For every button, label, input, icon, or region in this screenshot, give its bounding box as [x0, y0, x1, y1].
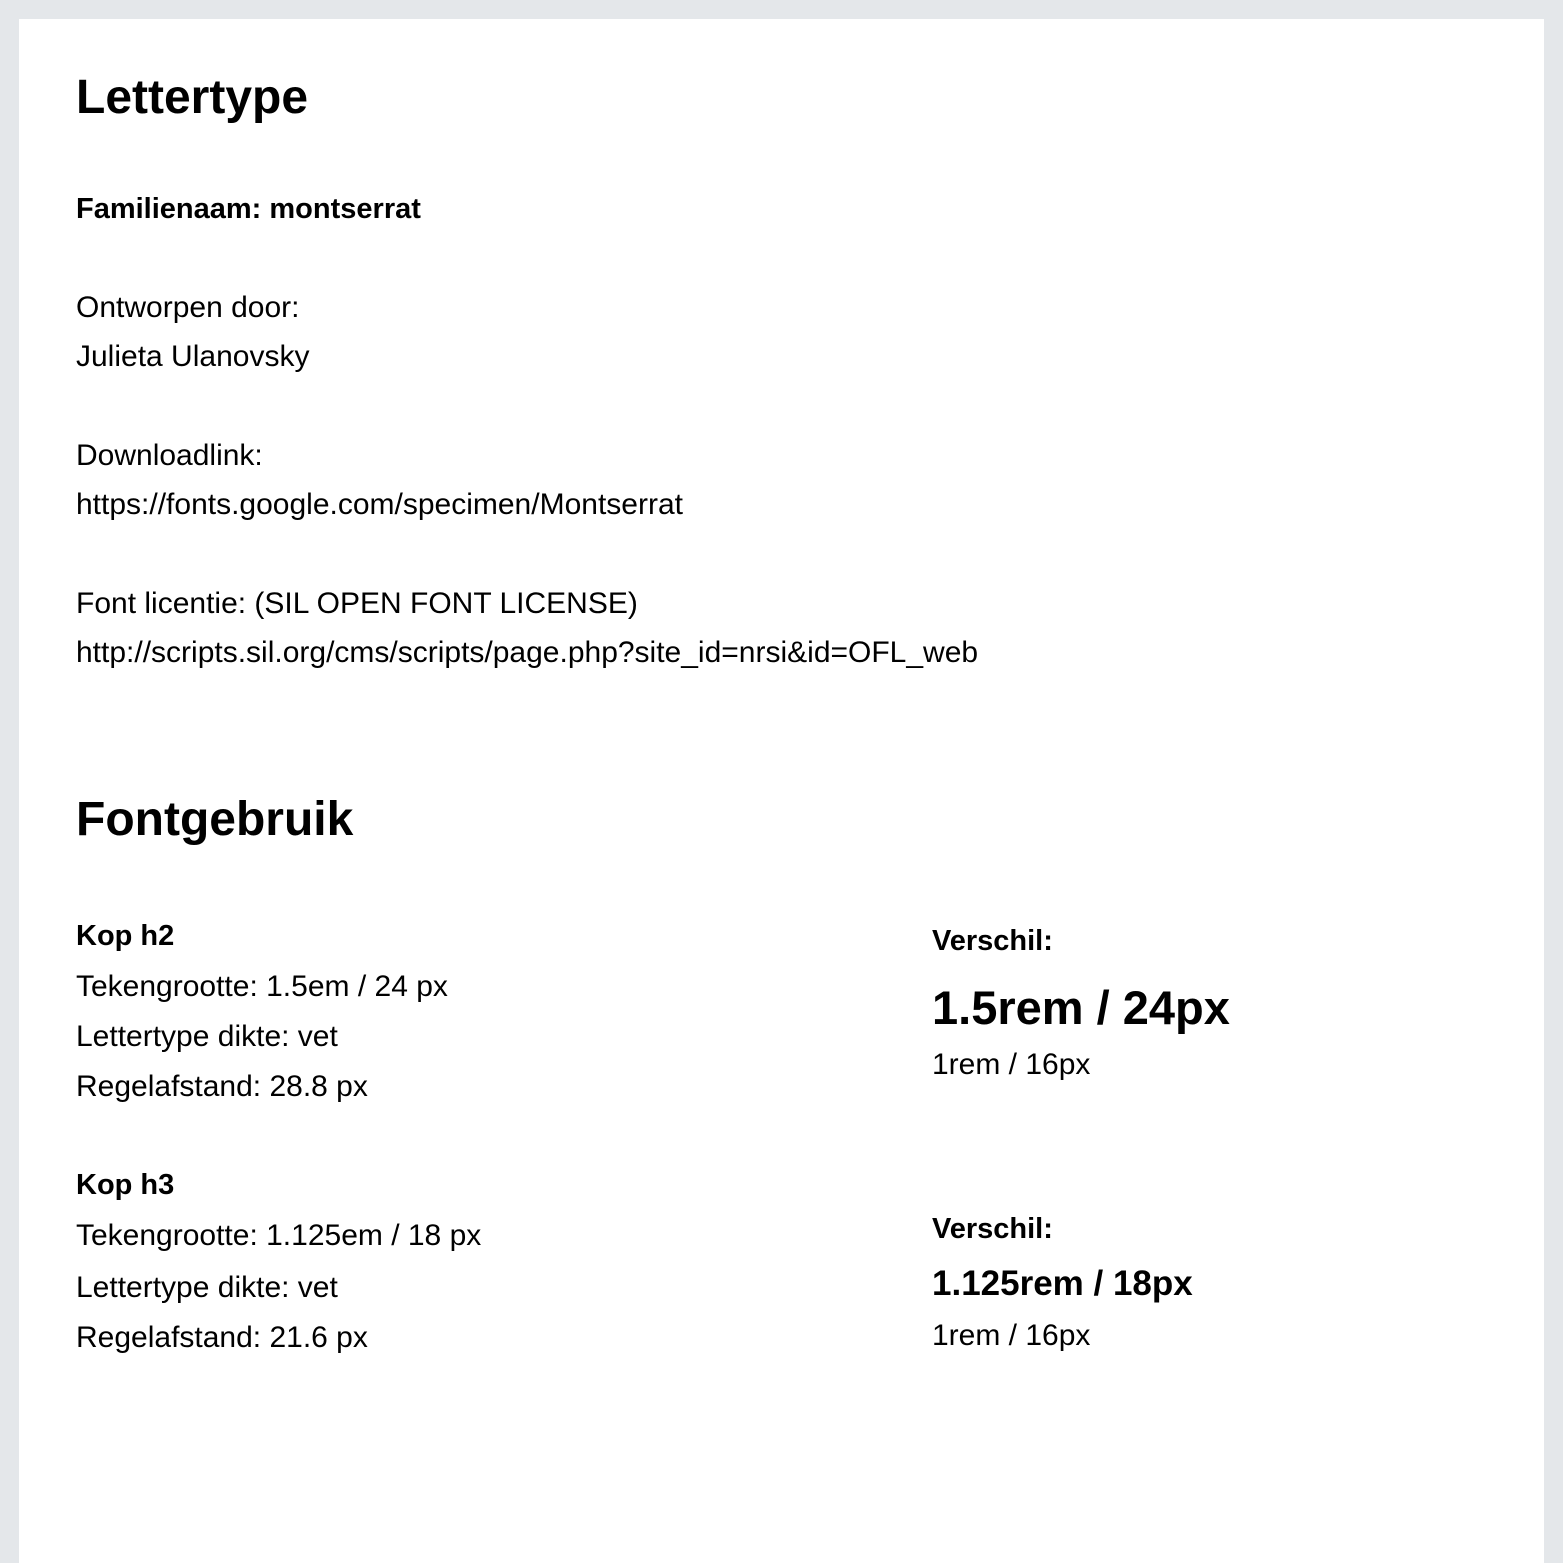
- h3-spec-title: Kop h3: [76, 1169, 175, 1201]
- h2-font-weight: Lettertype dikte: vet: [76, 1020, 338, 1053]
- license-link[interactable]: http://scripts.sil.org/cms/scripts/page.php?site_id=nrsi&id=OFL_web: [76, 636, 979, 669]
- h2-diff-label: Verschil:: [932, 925, 1053, 957]
- h2-diff-value: 1.5rem / 24px: [932, 981, 1230, 1034]
- fontgebruik-heading: Fontgebruik: [76, 793, 354, 846]
- designer-label: Ontworpen door:: [76, 291, 300, 324]
- designer-name: Julieta Ulanovsky: [76, 340, 310, 373]
- h2-spec-title: Kop h2: [76, 920, 175, 952]
- lettertype-heading: Lettertype: [76, 71, 309, 124]
- h2-font-size: Tekengrootte: 1.5em / 24 px: [76, 970, 448, 1003]
- document-page: [19, 19, 1544, 1563]
- license-label: Font licentie: (SIL OPEN FONT LICENSE): [76, 587, 638, 620]
- h3-font-size: Tekengrootte: 1.125em / 18 px: [76, 1219, 482, 1252]
- font-family-name: Familienaam: montserrat: [76, 193, 421, 225]
- h3-diff-value: 1.125rem / 18px: [932, 1264, 1193, 1303]
- h2-diff-base: 1rem / 16px: [932, 1048, 1091, 1081]
- h3-font-weight: Lettertype dikte: vet: [76, 1271, 338, 1304]
- download-link[interactable]: https://fonts.google.com/specimen/Montserrat: [76, 488, 683, 521]
- h2-line-height: Regelafstand: 28.8 px: [76, 1070, 368, 1103]
- h3-diff-base: 1rem / 16px: [932, 1319, 1091, 1352]
- h3-line-height: Regelafstand: 21.6 px: [76, 1321, 368, 1354]
- h3-diff-label: Verschil:: [932, 1213, 1053, 1245]
- download-label: Downloadlink:: [76, 439, 263, 472]
